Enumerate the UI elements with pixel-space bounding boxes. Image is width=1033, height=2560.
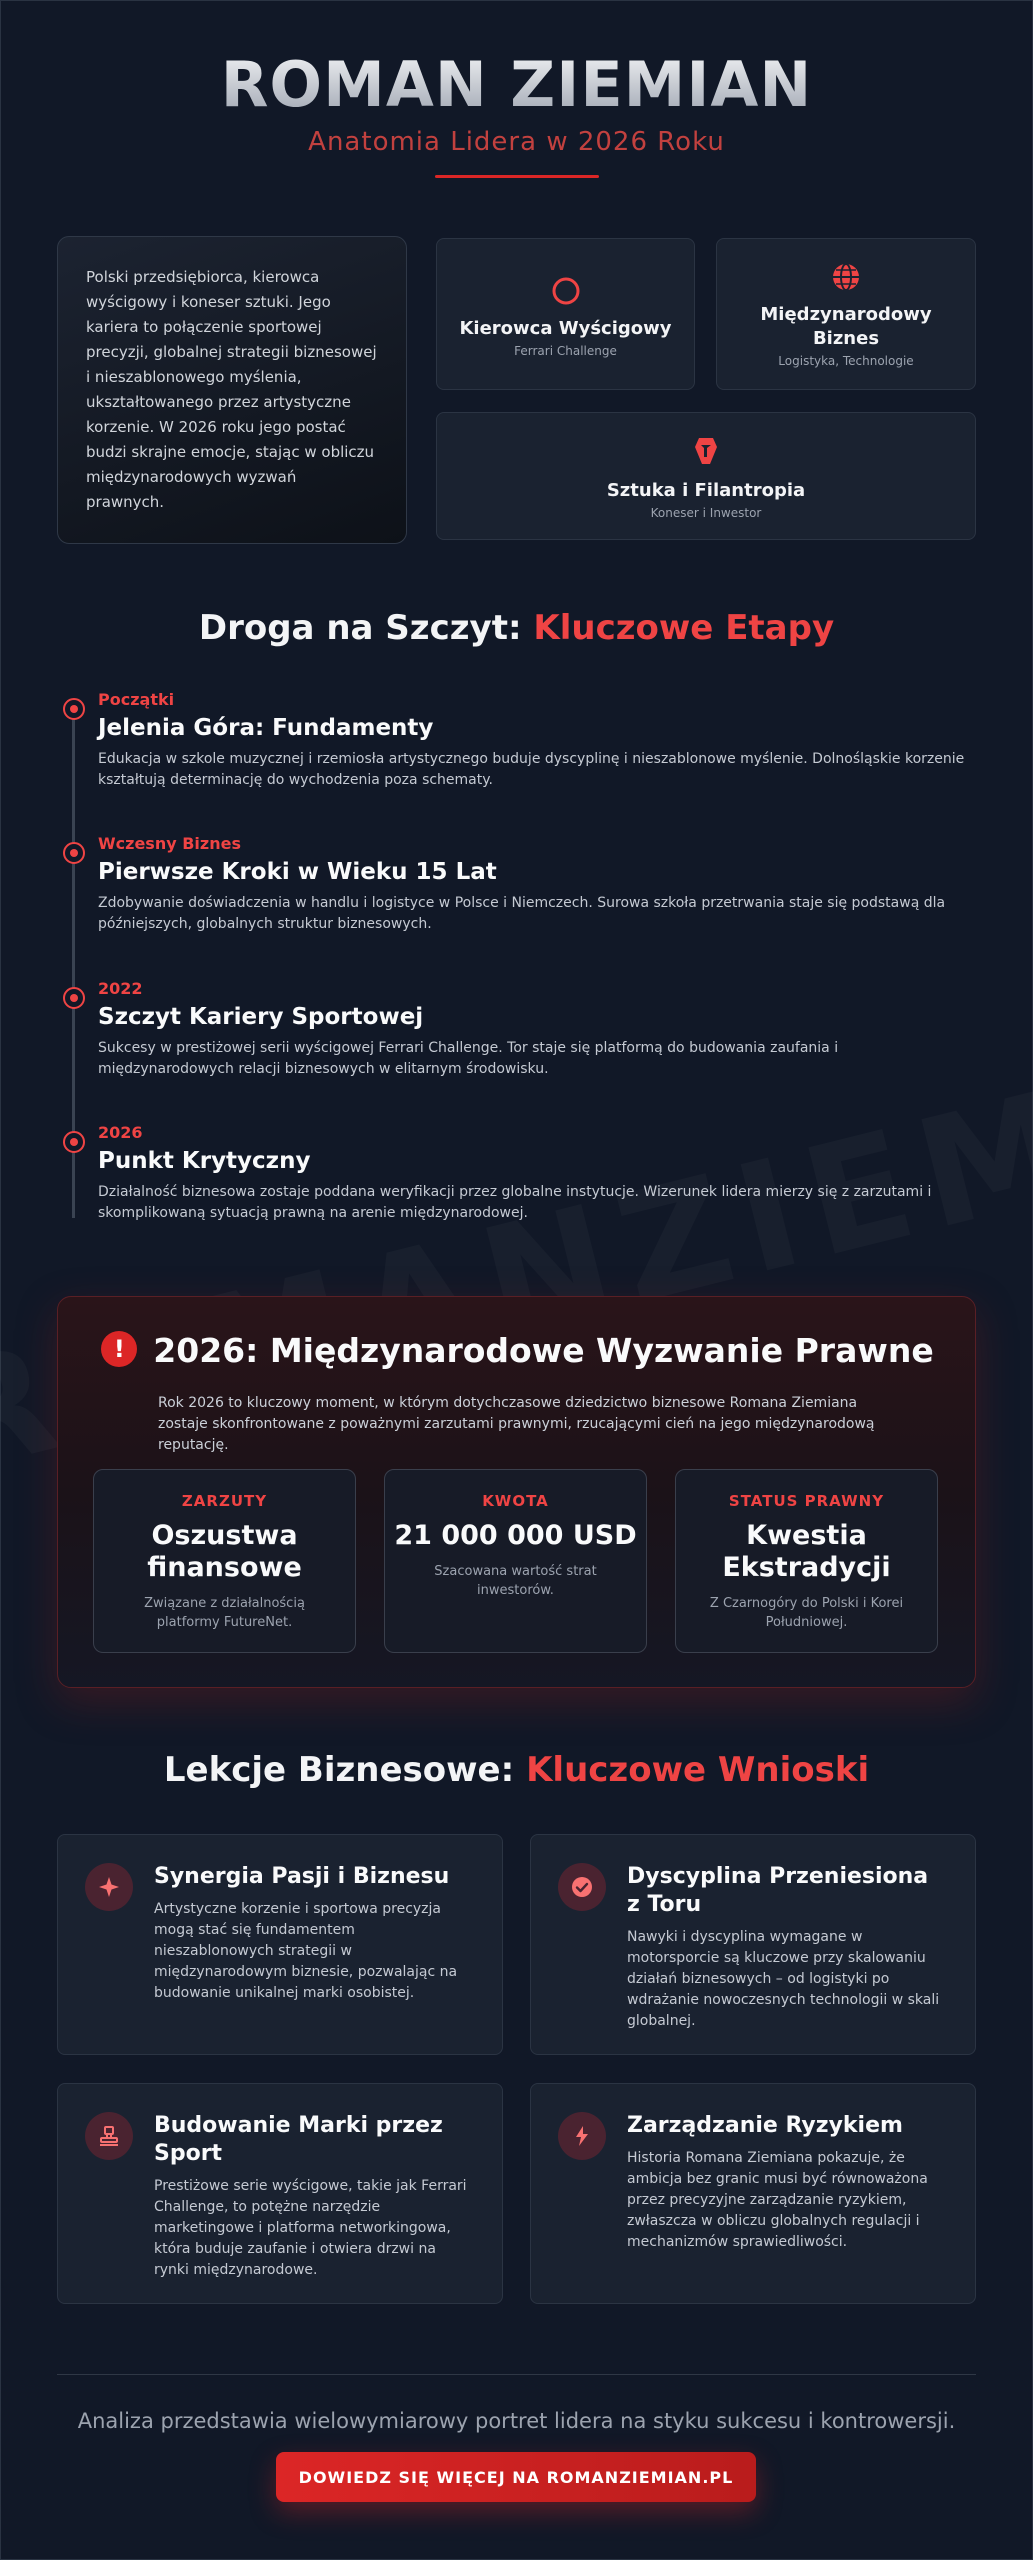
timeline-desc: Działalność biznesowa zostaje poddana weryfikacji przez globalne instytucje. Wizerunek lidera mierzy się z zarzutami i skomplikowaną sytuacją prawną na arenie międzynarodowej. bbox=[98, 1184, 932, 1221]
title-underline bbox=[435, 175, 599, 178]
lesson-title: Synergia Pasji i Biznesu bbox=[154, 1864, 450, 1889]
circle-icon bbox=[550, 275, 582, 307]
stat-value: Kwestia Ekstradycji bbox=[722, 1520, 891, 1583]
lesson-desc: Historia Romana Ziemiana pokazuje, że ambicja bez granic musi być równoważona przez precyzyjne zarządzanie ryzykiem, zwłaszcza w obliczu globalnych regulacji i mechanizmów sprawiedliwości. bbox=[627, 2150, 928, 2250]
timeline-heading-main: Droga na Szczyt: bbox=[198, 608, 522, 648]
intro-card bbox=[57, 236, 407, 544]
timeline-desc: Sukcesy w prestiżowej serii wyścigowej Ferrari Challenge. Tor staje się platformą do budowania zaufania i międzynarodowych relacji biznesowych w elitarnym środowisku. bbox=[98, 1040, 839, 1077]
stat-desc: Z Czarnogóry do Polski i Korei Południowej. bbox=[709, 1596, 904, 1630]
timeline-desc: Zdobywanie doświadczenia w handlu i logistyce w Polsce i Niemczech. Surowa szkoła przetrwania staje się podstawą dla późniejszych, globalnych struktur biznesowych. bbox=[98, 895, 946, 932]
lesson-card bbox=[530, 2083, 976, 2304]
timeline-title: Punkt Krytyczny bbox=[98, 1148, 311, 1174]
page-subtitle: Anatomia Lidera w 2026 Roku bbox=[308, 127, 725, 157]
role-title: Międzynarodowy Biznes bbox=[760, 304, 932, 349]
intro-text: Polski przedsiębiorca, kierowca wyścigowy i koneser sztuki. Jego kariera to połączenie sportowej precyzji, globalnej strategii biznesowej i nieszablonowego myślenia, ukształtowanego przez artystyczne korzenie. W 2026 roku jego postać budzi skrajne emocje, stając w obliczu międzynarodowych wyzwań prawnych. bbox=[86, 268, 377, 511]
gem-icon bbox=[690, 435, 722, 467]
timeline-item bbox=[98, 834, 978, 935]
alert-icon: ! bbox=[101, 1331, 137, 1367]
timeline-item bbox=[98, 979, 978, 1080]
stat-label: STATUS PRAWNY bbox=[728, 1492, 885, 1510]
timeline-title: Jelenia Góra: Fundamenty bbox=[98, 715, 434, 741]
role-card-art bbox=[436, 412, 976, 540]
stamp-icon bbox=[97, 2124, 121, 2148]
timeline-label: 2026 bbox=[98, 1123, 143, 1142]
lesson-title: Budowanie Marki przez Sport bbox=[154, 2113, 443, 2166]
role-title: Sztuka i Filantropia bbox=[606, 480, 806, 501]
check-badge-icon bbox=[570, 1875, 594, 1899]
role-card-racing bbox=[436, 238, 695, 390]
lesson-card bbox=[57, 2083, 503, 2304]
legal-heading bbox=[58, 1331, 977, 1370]
timeline-item bbox=[98, 1123, 978, 1224]
lesson-icon-badge bbox=[85, 1863, 133, 1911]
timeline-dot bbox=[63, 842, 85, 864]
stat-value: Oszustwa finansowe bbox=[147, 1520, 302, 1583]
role-subtitle: Ferrari Challenge bbox=[514, 344, 617, 358]
lesson-desc: Artystyczne korzenie i sportowa precyzja mogą stać się fundamentem nieszablonowych strategii w międzynarodowym biznesie, pozwalając na budowanie unikalnej marki osobistej. bbox=[154, 1901, 458, 2001]
globe-icon bbox=[830, 261, 862, 293]
timeline-label: Początki bbox=[98, 690, 175, 709]
lesson-icon-badge bbox=[85, 2112, 133, 2160]
lesson-icon-badge bbox=[558, 2112, 606, 2160]
timeline-label: 2022 bbox=[98, 979, 143, 998]
stat-card-amount bbox=[384, 1469, 647, 1653]
lesson-card bbox=[57, 1834, 503, 2055]
timeline-title: Szczyt Kariery Sportowej bbox=[98, 1004, 424, 1030]
legal-challenge-section bbox=[57, 1296, 976, 1688]
footer-divider bbox=[57, 2374, 976, 2375]
footer-text: Analiza przedstawia wielowymiarowy portret lidera na styku sukcesu i kontrowersji. bbox=[77, 2409, 956, 2433]
lessons-heading-accent: Kluczowe Wnioski bbox=[526, 1750, 870, 1790]
lessons-heading bbox=[0, 1750, 1033, 1790]
role-title: Kierowca Wyścigowy bbox=[459, 318, 672, 339]
lessons-heading-main: Lekcje Biznesowe: bbox=[163, 1750, 515, 1790]
timeline-dot bbox=[63, 698, 85, 720]
timeline-dot bbox=[63, 987, 85, 1009]
lesson-desc: Prestiżowe serie wyścigowe, takie jak Ferrari Challenge, to potężne narzędzie marketingowe i platforma networkingowa, która buduje zaufanie i otwiera drzwi na rynki międzynarodowe. bbox=[154, 2178, 467, 2278]
stat-card-legal-status bbox=[675, 1469, 938, 1653]
stat-desc: Związane z działalnością platformy FutureNet. bbox=[144, 1596, 305, 1630]
page-title: ROMAN ZIEMIAN bbox=[0, 48, 1033, 121]
stat-label: KWOTA bbox=[482, 1492, 549, 1510]
role-card-business bbox=[716, 238, 976, 390]
role-subtitle: Logistyka, Technologie bbox=[778, 354, 914, 368]
lesson-title: Zarządzanie Ryzykiem bbox=[627, 2113, 903, 2138]
lesson-card bbox=[530, 1834, 976, 2055]
lesson-desc: Nawyki i dyscyplina wymagane w motorsporcie są kluczowe przy skalowaniu działań biznesowych – od logistyki po wdrażanie nowoczesnych technologii w skali globalnej. bbox=[627, 1929, 940, 2029]
timeline-heading bbox=[0, 608, 1033, 648]
timeline-dot bbox=[63, 1131, 85, 1153]
timeline-item bbox=[98, 690, 978, 791]
timeline-label: Wczesny Biznes bbox=[98, 834, 241, 853]
lesson-title: Dyscyplina Przeniesiona z Toru bbox=[627, 1864, 929, 1917]
lesson-icon-badge bbox=[558, 1863, 606, 1911]
hero-header bbox=[0, 48, 1033, 178]
stat-card-charges bbox=[93, 1469, 356, 1653]
timeline-title: Pierwsze Kroki w Wieku 15 Lat bbox=[98, 859, 497, 885]
timeline-heading-accent: Kluczowe Etapy bbox=[533, 608, 835, 648]
stat-desc: Szacowana wartość strat inwestorów. bbox=[434, 1564, 597, 1598]
stat-label: ZARZUTY bbox=[181, 1492, 268, 1510]
role-subtitle: Koneser i Inwestor bbox=[650, 506, 762, 520]
stat-value: 21 000 000 USD bbox=[394, 1520, 637, 1551]
bolt-icon bbox=[570, 2124, 594, 2148]
learn-more-button[interactable]: DOWIEDZ SIĘ WIĘCEJ NA ROMANZIEMIAN.PL bbox=[276, 2452, 756, 2502]
timeline-desc: Edukacja w szkole muzycznej i rzemiosła artystycznego buduje dyscyplinę i nieszablonowe myślenie. Dolnośląskie korzenie kształtują determinację do wychodzenia poza schematy. bbox=[98, 751, 965, 788]
sparkle-icon bbox=[97, 1875, 121, 1899]
legal-description: Rok 2026 to kluczowy moment, w którym dotychczasowe dziedzictwo biznesowe Romana Ziemiana zostaje skonfrontowane z poważnymi zarzutami prawnymi, rzucającymi cień na jego międzynarodową reputację. bbox=[158, 1395, 875, 1453]
legal-heading-text: 2026: Międzynarodowe Wyzwanie Prawne bbox=[153, 1331, 934, 1370]
